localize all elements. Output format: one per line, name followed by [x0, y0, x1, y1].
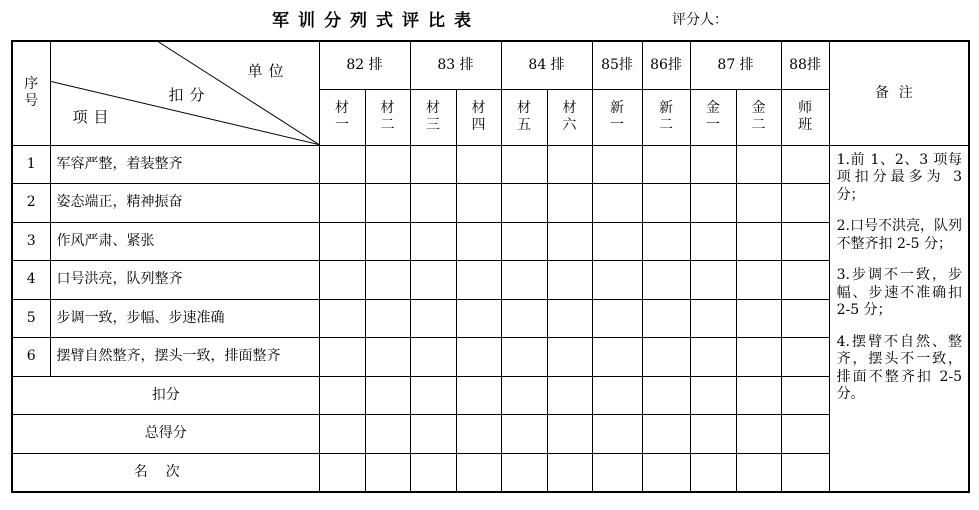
item-text: 作风严肃、紧张: [50, 222, 319, 261]
item-number: 5: [12, 299, 50, 338]
summary-cell[interactable]: [547, 376, 592, 415]
class-header-char: 一: [335, 117, 349, 134]
class-header-char: 一: [706, 117, 721, 134]
score-cell[interactable]: [319, 261, 365, 300]
class-header: [410, 89, 456, 145]
score-cell[interactable]: [547, 184, 592, 223]
platoon-header: 84 排: [501, 41, 592, 89]
item-row: [12, 145, 969, 184]
remark-line: 1.前 1、2、3 项每项扣分最多为 3 分；: [836, 151, 963, 203]
score-cell[interactable]: [736, 222, 781, 261]
scorer-label: 评分人：: [672, 12, 728, 28]
item-text: 姿态端正，精神振奋: [50, 184, 319, 223]
score-cell[interactable]: [319, 184, 365, 223]
score-cell[interactable]: [642, 184, 690, 223]
summary-row: [12, 415, 969, 454]
score-cell[interactable]: [736, 261, 781, 300]
score-cell[interactable]: [547, 222, 592, 261]
class-header: [501, 89, 547, 145]
summary-label: 名次: [12, 453, 319, 492]
score-cell[interactable]: [592, 299, 642, 338]
platoon-header: 86排: [642, 41, 690, 89]
score-cell[interactable]: [456, 338, 501, 377]
item-text: 军容严整，着装整齐: [50, 145, 319, 184]
score-cell[interactable]: [319, 145, 365, 184]
score-cell[interactable]: [501, 145, 547, 184]
score-cell[interactable]: [642, 145, 690, 184]
score-cell[interactable]: [592, 261, 642, 300]
score-cell[interactable]: [781, 184, 829, 223]
item-number: 4: [12, 261, 50, 300]
score-cell[interactable]: [547, 145, 592, 184]
score-cell[interactable]: [690, 222, 736, 261]
score-cell[interactable]: [501, 261, 547, 300]
class-header: [592, 89, 642, 145]
score-cell[interactable]: [642, 338, 690, 377]
score-cell[interactable]: [456, 145, 501, 184]
class-header-char: 材: [517, 99, 532, 116]
score-cell[interactable]: [365, 184, 410, 223]
score-cell[interactable]: [690, 299, 736, 338]
remarks-header: 备注: [829, 41, 969, 145]
summary-label: 总得分: [12, 415, 319, 454]
summary-cell[interactable]: [642, 453, 690, 492]
class-header-char: 金: [706, 99, 721, 116]
score-cell[interactable]: [736, 299, 781, 338]
summary-cell[interactable]: [319, 453, 365, 492]
summary-cell[interactable]: [410, 376, 456, 415]
deduct-label: 扣分: [168, 86, 211, 104]
class-header-char: 班: [798, 117, 813, 134]
summary-cell[interactable]: [592, 376, 642, 415]
summary-cell[interactable]: [736, 376, 781, 415]
score-cell[interactable]: [410, 145, 456, 184]
score-cell[interactable]: [592, 338, 642, 377]
score-cell[interactable]: [781, 222, 829, 261]
remarks-notes: [829, 145, 969, 492]
summary-cell[interactable]: [736, 453, 781, 492]
remark-line: 2.口号不洪亮，队列不整齐扣 2-5 分；: [836, 218, 963, 252]
summary-cell[interactable]: [501, 376, 547, 415]
summary-cell[interactable]: [642, 415, 690, 454]
class-header-char: 二: [751, 117, 766, 134]
score-cell[interactable]: [547, 261, 592, 300]
item-row: [12, 184, 969, 223]
score-cell[interactable]: [781, 338, 829, 377]
item-number: 6: [12, 338, 50, 377]
summary-cell[interactable]: [456, 376, 501, 415]
score-cell[interactable]: [736, 145, 781, 184]
summary-row: [12, 453, 969, 492]
summary-cell[interactable]: [501, 453, 547, 492]
score-cell[interactable]: [592, 184, 642, 223]
summary-cell[interactable]: [690, 453, 736, 492]
item-number: 2: [12, 184, 50, 223]
item-label: 项目: [72, 108, 115, 126]
class-header: [736, 89, 781, 145]
class-header-char: 新: [610, 99, 625, 116]
score-cell[interactable]: [642, 222, 690, 261]
summary-row: [12, 376, 969, 415]
class-header-char: 一: [610, 117, 625, 134]
score-cell[interactable]: [781, 261, 829, 300]
score-cell[interactable]: [365, 222, 410, 261]
class-header: [690, 89, 736, 145]
summary-cell[interactable]: [410, 453, 456, 492]
score-cell[interactable]: [456, 222, 501, 261]
summary-cell[interactable]: [319, 376, 365, 415]
seq-header: [12, 41, 50, 145]
class-header-char: 材: [471, 99, 486, 116]
platoon-header: 83 排: [410, 41, 501, 89]
platoon-header: 82 排: [319, 41, 410, 89]
score-cell[interactable]: [781, 299, 829, 338]
class-header: [365, 89, 410, 145]
score-cell[interactable]: [410, 222, 456, 261]
summary-cell[interactable]: [547, 415, 592, 454]
item-text: 摆臂自然整齐，摆头一致，排面整齐: [50, 338, 319, 377]
score-cell[interactable]: [365, 299, 410, 338]
class-header: [642, 89, 690, 145]
class-header-char: 四: [471, 117, 486, 134]
summary-cell[interactable]: [736, 415, 781, 454]
class-header-char: 六: [562, 117, 577, 134]
summary-cell[interactable]: [410, 415, 456, 454]
score-cell[interactable]: [690, 338, 736, 377]
summary-cell[interactable]: [642, 376, 690, 415]
class-header-char: 新: [659, 99, 674, 116]
remark-line: 3.步调不一致，步幅、步速不准确扣 2-5 分；: [836, 267, 963, 319]
score-cell[interactable]: [781, 145, 829, 184]
summary-cell[interactable]: [365, 453, 410, 492]
score-cell[interactable]: [547, 338, 592, 377]
score-cell[interactable]: [365, 338, 410, 377]
item-number: 3: [12, 222, 50, 261]
score-cell[interactable]: [410, 299, 456, 338]
score-cell[interactable]: [319, 299, 365, 338]
class-header-char: 材: [426, 99, 441, 116]
summary-cell[interactable]: [319, 415, 365, 454]
class-header: [781, 89, 829, 145]
score-cell[interactable]: [456, 299, 501, 338]
item-text: 步调一致，步幅、步速准确: [50, 299, 319, 338]
diagonal-header: [50, 41, 319, 145]
platoon-header: 85排: [592, 41, 642, 89]
class-header: [319, 89, 365, 145]
item-row: [12, 338, 969, 377]
summary-cell[interactable]: [592, 415, 642, 454]
score-cell[interactable]: [547, 299, 592, 338]
score-cell[interactable]: [736, 184, 781, 223]
summary-cell[interactable]: [781, 453, 829, 492]
summary-cell[interactable]: [781, 376, 829, 415]
score-cell[interactable]: [319, 338, 365, 377]
evaluation-table: [11, 40, 970, 493]
score-cell[interactable]: [410, 261, 456, 300]
score-cell[interactable]: [690, 261, 736, 300]
form-title: 军训分列式评比表: [272, 11, 480, 31]
score-cell[interactable]: [410, 338, 456, 377]
seq-header-char: 号: [24, 93, 39, 110]
score-cell[interactable]: [501, 184, 547, 223]
score-cell[interactable]: [592, 222, 642, 261]
unit-label: 单位: [247, 62, 290, 80]
score-cell[interactable]: [501, 222, 547, 261]
summary-cell[interactable]: [501, 415, 547, 454]
summary-cell[interactable]: [781, 415, 829, 454]
score-cell[interactable]: [642, 261, 690, 300]
score-cell[interactable]: [365, 145, 410, 184]
summary-label: 扣分: [12, 376, 319, 415]
score-cell[interactable]: [501, 338, 547, 377]
seq-header-char: 序: [24, 75, 39, 92]
platoon-header: 87 排: [690, 41, 781, 89]
score-cell[interactable]: [456, 184, 501, 223]
item-row: [12, 222, 969, 261]
class-header-char: 师: [798, 99, 813, 116]
class-header: [456, 89, 501, 145]
class-header: [547, 89, 592, 145]
score-cell[interactable]: [690, 145, 736, 184]
class-header-char: 材: [335, 99, 349, 116]
class-header-char: 金: [751, 99, 766, 116]
class-header-char: 材: [380, 99, 395, 116]
summary-cell[interactable]: [365, 376, 410, 415]
score-cell[interactable]: [690, 184, 736, 223]
class-header-char: 二: [380, 117, 395, 134]
platoon-header: 88排: [781, 41, 829, 89]
score-cell[interactable]: [501, 299, 547, 338]
class-header-char: 五: [517, 117, 532, 134]
item-text: 口号洪亮，队列整齐: [50, 261, 319, 300]
score-cell[interactable]: [365, 261, 410, 300]
score-cell[interactable]: [410, 184, 456, 223]
class-header-char: 三: [426, 117, 441, 134]
summary-cell[interactable]: [690, 415, 736, 454]
summary-cell[interactable]: [365, 415, 410, 454]
summary-cell[interactable]: [690, 376, 736, 415]
summary-cell[interactable]: [547, 453, 592, 492]
remark-line: 4.摆臂不自然、整齐，摆头不一致，排面不整齐扣 2-5 分。: [836, 333, 963, 403]
score-cell[interactable]: [456, 261, 501, 300]
score-cell[interactable]: [736, 338, 781, 377]
score-cell[interactable]: [319, 222, 365, 261]
summary-cell[interactable]: [592, 453, 642, 492]
item-row: [12, 261, 969, 300]
class-header-char: 二: [659, 117, 674, 134]
summary-cell[interactable]: [456, 415, 501, 454]
class-header-char: 材: [562, 99, 577, 116]
item-row: [12, 299, 969, 338]
summary-cell[interactable]: [456, 453, 501, 492]
score-cell[interactable]: [642, 299, 690, 338]
item-number: 1: [12, 145, 50, 184]
score-cell[interactable]: [592, 145, 642, 184]
